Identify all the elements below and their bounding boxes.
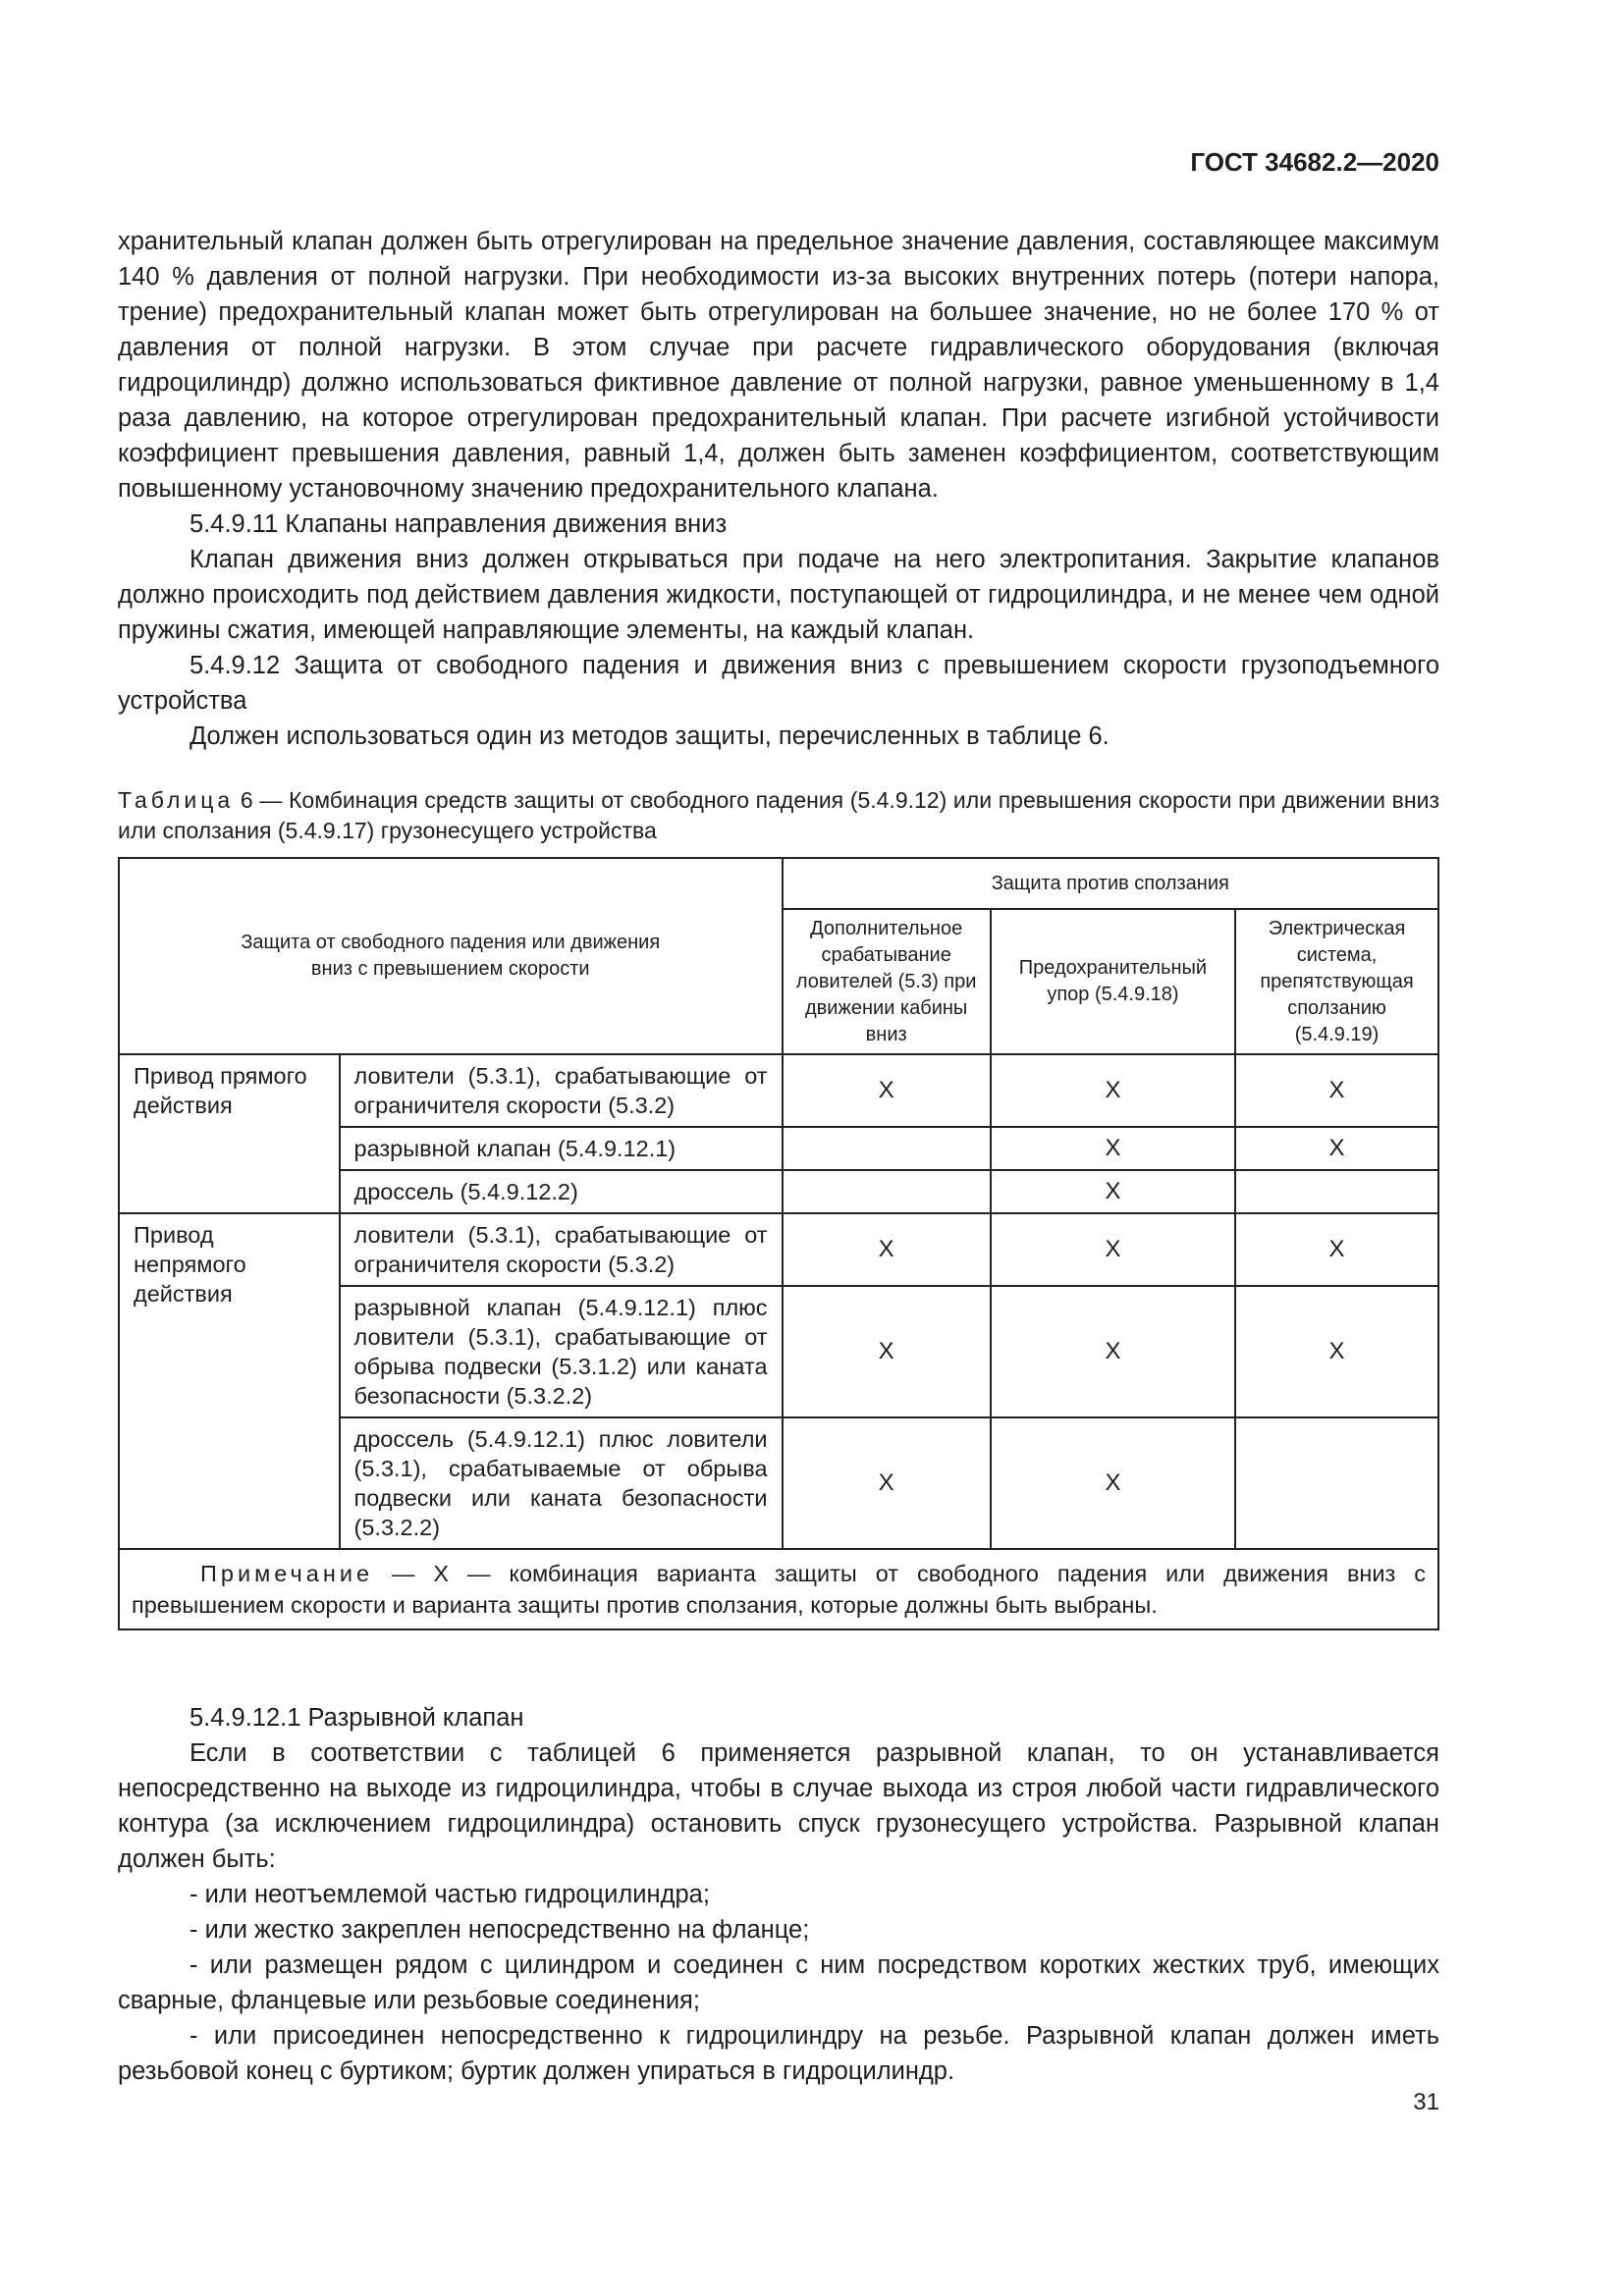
table-cell-mark: X	[1235, 1213, 1438, 1286]
table-cell-desc: дроссель (5.4.9.12.2)	[340, 1170, 783, 1213]
table-cell-mark: X	[991, 1127, 1235, 1170]
table-col-header: Электрическая система, препятствующая сползанию (5.4.9.19)	[1235, 909, 1438, 1054]
list-item: - или присоединен непосредственно к гидроцилиндру на резьбе. Разрывной клапан должен иметь резьбовой конец с буртиком; буртик должен упираться в гидроцилиндр.	[118, 2022, 1439, 2085]
table-note-row	[119, 1549, 1438, 1629]
table-cell-mark: X	[783, 1213, 991, 1286]
table-head-left: Защита от свободного падения или движения вниз с превышением скорости	[119, 858, 783, 1054]
table-cell-desc: ловители (5.3.1), срабатывающие от ограничителя скорости (5.3.2)	[340, 1054, 783, 1127]
table-cell-desc: разрывной клапан (5.4.9.12.1) плюс ловители (5.3.1), срабатывающие от обрыва подвески (5.3.1.2) или каната безопасности (5.3.2.2)	[340, 1286, 783, 1417]
table-caption-label: Таблица	[118, 787, 235, 813]
table-cell-mark	[1235, 1170, 1438, 1213]
paragraph: хранительный клапан должен быть отрегулирован на предельное значение давления, составляющее максимум 140 % давления от полной нагрузки. При необходимости из-за высоких внутренних потерь (потери напора, трение) предохранительный клапан может быть отрегулирован на большее значение, но не более 170 % от давления от полной нагрузки. В этом случае при расчете гидравлического оборудования (включая гидроцилиндр) должно использоваться фиктивное давление от полной нагрузки, равное уменьшенному в 1,4 раза давлению, на которое отрегулирован предохранительный клапан. При расчете изгибной устойчивости коэффициент превышения давления, равный 1,4, должен быть заменен коэффициентом, соответствующим повышенному установочному значению предохранительного клапана.	[118, 228, 1439, 503]
table-header-row	[119, 858, 1438, 909]
body-text-tail	[118, 1700, 1439, 2089]
table-cell-mark: X	[1235, 1054, 1438, 1127]
page-number: 31	[1413, 2089, 1439, 2115]
list-item: - или размещен рядом с цилиндром и соединен с ним посредством коротких жестких труб, имеющих сварные, фланцевые или резьбовые соединения;	[118, 1951, 1439, 2014]
table-cell-mark: X	[991, 1417, 1235, 1549]
table-col-header: Предохранительный упор (5.4.9.18)	[991, 909, 1235, 1054]
table-note-label: Примечание	[200, 1561, 374, 1586]
section-heading: 5.4.9.12.1 Разрывной клапан	[189, 1704, 524, 1732]
table-group-label: Привод прямого действия	[119, 1054, 340, 1213]
table-cell-mark: X	[783, 1054, 991, 1127]
table-cell-mark: X	[991, 1054, 1235, 1127]
table-cell-mark	[783, 1170, 991, 1213]
section-heading: 5.4.9.12 Защита от свободного падения и движения вниз с превышением скорости грузоподъемного устройства	[118, 652, 1439, 715]
table-head-right: Защита против сползания	[783, 858, 1438, 909]
table-cell-mark: X	[991, 1286, 1235, 1417]
list-item: - или неотъемлемой частью гидроцилиндра;	[189, 1881, 710, 1908]
paragraph: Должен использоваться один из методов защиты, перечисленных в таблице 6.	[189, 722, 1110, 750]
table-caption	[118, 785, 1439, 846]
protection-table	[118, 857, 1439, 1630]
table-cell-mark	[1235, 1417, 1438, 1549]
body-text	[118, 224, 1439, 754]
table-cell-mark: X	[783, 1417, 991, 1549]
document-header: ГОСТ 34682.2—2020	[1190, 147, 1439, 177]
table-cell-desc: ловители (5.3.1), срабатывающие от ограничителя скорости (5.3.2)	[340, 1213, 783, 1286]
table-cell-mark: X	[991, 1170, 1235, 1213]
table-cell-mark: X	[1235, 1127, 1438, 1170]
table-cell-mark: X	[1235, 1286, 1438, 1417]
paragraph: Если в соответствии с таблицей 6 применяется разрывной клапан, то он устанавливается непосредственно на выходе из гидроцилиндра, чтобы в случае выхода из строя любой части гидравлического контура (за исключением гидроцилиндра) остановить спуск грузонесущего устройства. Разрывной клапан должен быть:	[118, 1739, 1439, 1873]
table-cell-mark: X	[991, 1213, 1235, 1286]
table-cell-desc: дроссель (5.4.9.12.1) плюс ловители (5.3.1), срабатываемые от обрыва подвески или каната безопасности (5.3.2.2)	[340, 1417, 783, 1549]
table-group-label: Привод непрямого действия	[119, 1213, 340, 1549]
table-col-header: Дополнительное срабатывание ловителей (5.3) при движении кабины вниз	[783, 909, 991, 1054]
table-caption-text: 6 — Комбинация средств защиты от свободного падения (5.4.9.12) или превышения скорости при движении вниз или сползания (5.4.9.17) грузонесущего устройства	[118, 787, 1439, 843]
table-row	[119, 1213, 1438, 1286]
table-cell-mark: X	[783, 1286, 991, 1417]
table-note-text: — X — комбинация варианта защиты от свободного падения или движения вниз с превышением скорости и варианта защиты против сползания, которые должны быть выбраны.	[132, 1561, 1426, 1618]
section-heading: 5.4.9.11 Клапаны направления движения вниз	[189, 510, 728, 538]
table-cell-mark	[783, 1127, 991, 1170]
paragraph: Клапан движения вниз должен открываться при подаче на него электропитания. Закрытие клапанов должно происходить под действием давления жидкости, поступающей от гидроцилиндра, и не менее чем одной пружины сжатия, имеющей направляющие элементы, на каждый клапан.	[118, 546, 1439, 644]
table-row	[119, 1054, 1438, 1127]
list-item: - или жестко закреплен непосредственно на фланце;	[189, 1916, 810, 1944]
table-note	[119, 1549, 1438, 1629]
table-cell-desc: разрывной клапан (5.4.9.12.1)	[340, 1127, 783, 1170]
